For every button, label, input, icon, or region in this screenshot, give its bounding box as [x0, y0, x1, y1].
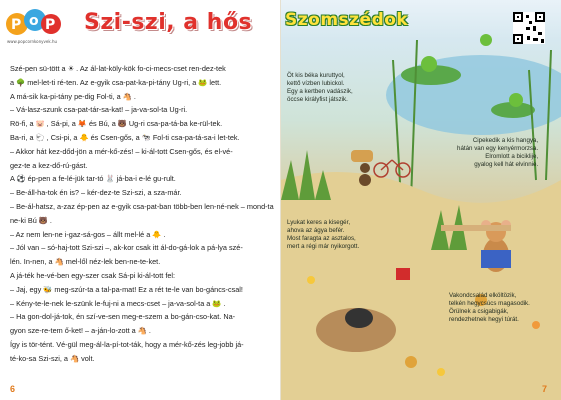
frog-icon — [480, 34, 492, 46]
story-line: – Akkor hát kez-dőd-jön a mér-kő-zés! – ki-ál-tott Csen-gős, és el-vé- — [10, 146, 233, 156]
story-line: gyon sze-re-tem ő-ket! – a-ján-lo-zott a 🐴 . — [10, 326, 151, 336]
spread-title: Szomszédok — [285, 10, 409, 30]
story-line: a 🌳 mel-let-ti ré-ten. Az e-gyik csa-pat-ka-pi-tány Ug-ri, a 🐸 lett. — [10, 77, 222, 87]
story-line: – Jaj, egy 🐝 meg-szúr-ta a tal-pa-mat! Ez a rét te-le van bo-gáncs-csal! — [10, 284, 243, 294]
story-line: – Be-áll-ha-tok én is? – kér-dez-te Szi-szi, a sza-már. — [10, 188, 182, 198]
page-number-right: 7 — [541, 384, 547, 394]
story-line: gez-te a kez-dő-rú-gást. — [10, 160, 88, 170]
story-line: A má-sik ka-pi-tány pe-dig Fol-ti, a 🐴 . — [10, 91, 136, 101]
qr-code-icon — [513, 12, 545, 44]
story-line: Így is tör-tént. Vé-gül meg-ál-la-pí-tot-ták, hogy a mér-kő-zés leg-jobb já- — [10, 339, 244, 349]
caption-moles: Vakondcsalád elköltözik, telkén hegycsúcs magasodik. Örülnek a csigabigák, rendezhetnek hegyi túrát. — [449, 292, 530, 323]
mole-icon — [345, 308, 373, 328]
story-line: lén. In-nen, a 🐴 mel-lől néz-lek ben-ne-te-ket. — [10, 257, 161, 267]
story-line: – Jól van – só-haj-tott Szi-szi –, ak-kor csak itt ál-do-gá-lok a pá-lya szé- — [10, 243, 243, 253]
right-page — [281, 0, 561, 400]
garden-illustration — [281, 0, 561, 400]
story-line: – Ha gon-dol-já-tok, én szí-ve-sen meg-e-szem a bo-gán-cso-kat. Na- — [10, 312, 236, 322]
story-line: – Be-ál-hatsz, a-zaz ép-pen az e-gyik csa-pat-ban több-ben len-né-nek – mond-ta — [10, 201, 274, 211]
story-line: Szé-pen sü-tött a ☀ . Az ál-lat-köly-kök fo-ci-mecs-cset ren-dez-tek — [10, 64, 226, 73]
publisher-logo — [5, 6, 63, 46]
page-number-left: 6 — [10, 384, 16, 394]
bed-frame — [441, 225, 511, 231]
caption-frogs: Öt kis béka kuruttyol, kettő vízben lubickol. Egy a kertben vadászik, öccse királyfist játszik. — [287, 72, 353, 103]
svg-text:o: o — [29, 13, 39, 29]
logo-text-p1: P — [11, 17, 22, 33]
mailbox-icon — [396, 268, 410, 280]
story-line: Ba-ri, a 🐑 , Csi-pi, a 🐥 és Csen-gős, a 🐄 Fol-ti csa-pa-tá-sa-i let-tek. — [10, 132, 240, 142]
story-line: A ⚽ ép-pen a fe-lé-jük tar-tó 🐰 já-ba-i e-lé gu-rult. — [10, 174, 176, 184]
story-title: Szi-szi, a hős — [84, 10, 253, 35]
bicycle-icon — [374, 160, 410, 177]
story-line: té-ko-sa Szi-szi, a 🐴 volt. — [10, 353, 95, 363]
svg-text:www.popcornkonyvek.hu: www.popcornkonyvek.hu — [7, 39, 58, 44]
svg-text:P: P — [45, 17, 56, 33]
frog-icon — [421, 56, 437, 72]
caption-ants: Cipekedik a kis hangya, hátán van egy kenyérmorzsa. Elromlott a biciklije, gyalog kell hát elvinnie. — [457, 137, 539, 168]
story-line: A já-ték he-vé-ben egy-szer csak Sá-pi ki-ál-tott fel: — [10, 270, 176, 280]
story-line: – Vá-lasz-szunk csa-pat-tár-sa-kat! – ja-va-sol-ta Ug-ri. — [10, 105, 188, 115]
story-text — [10, 62, 272, 366]
story-line: – Az nem len-ne i-gaz-sá-gos – állt mel-lé a 🐥 . — [10, 229, 166, 239]
story-line: – Kény-te-le-nek le-szünk le-fuj-ni a mecs-cset – ja-va-sol-ta a 🐸 . — [10, 298, 226, 308]
story-line: Rö-fi, a 🐷 , Sá-pi, a 🦊 és Bú, a 🐻 Ug-ri csa-pa-tá-ba ke-rül-tek. — [10, 119, 223, 129]
story-line: ne-ki Bú 🐻 . — [10, 215, 52, 225]
frog-icon — [509, 93, 523, 107]
snail-icon — [405, 356, 417, 368]
caption-mice: Lyukat keres a kisegér, ahova az ágya befér. Most faragta az asztalos, mert a régi már nyikorgott. — [287, 219, 360, 250]
